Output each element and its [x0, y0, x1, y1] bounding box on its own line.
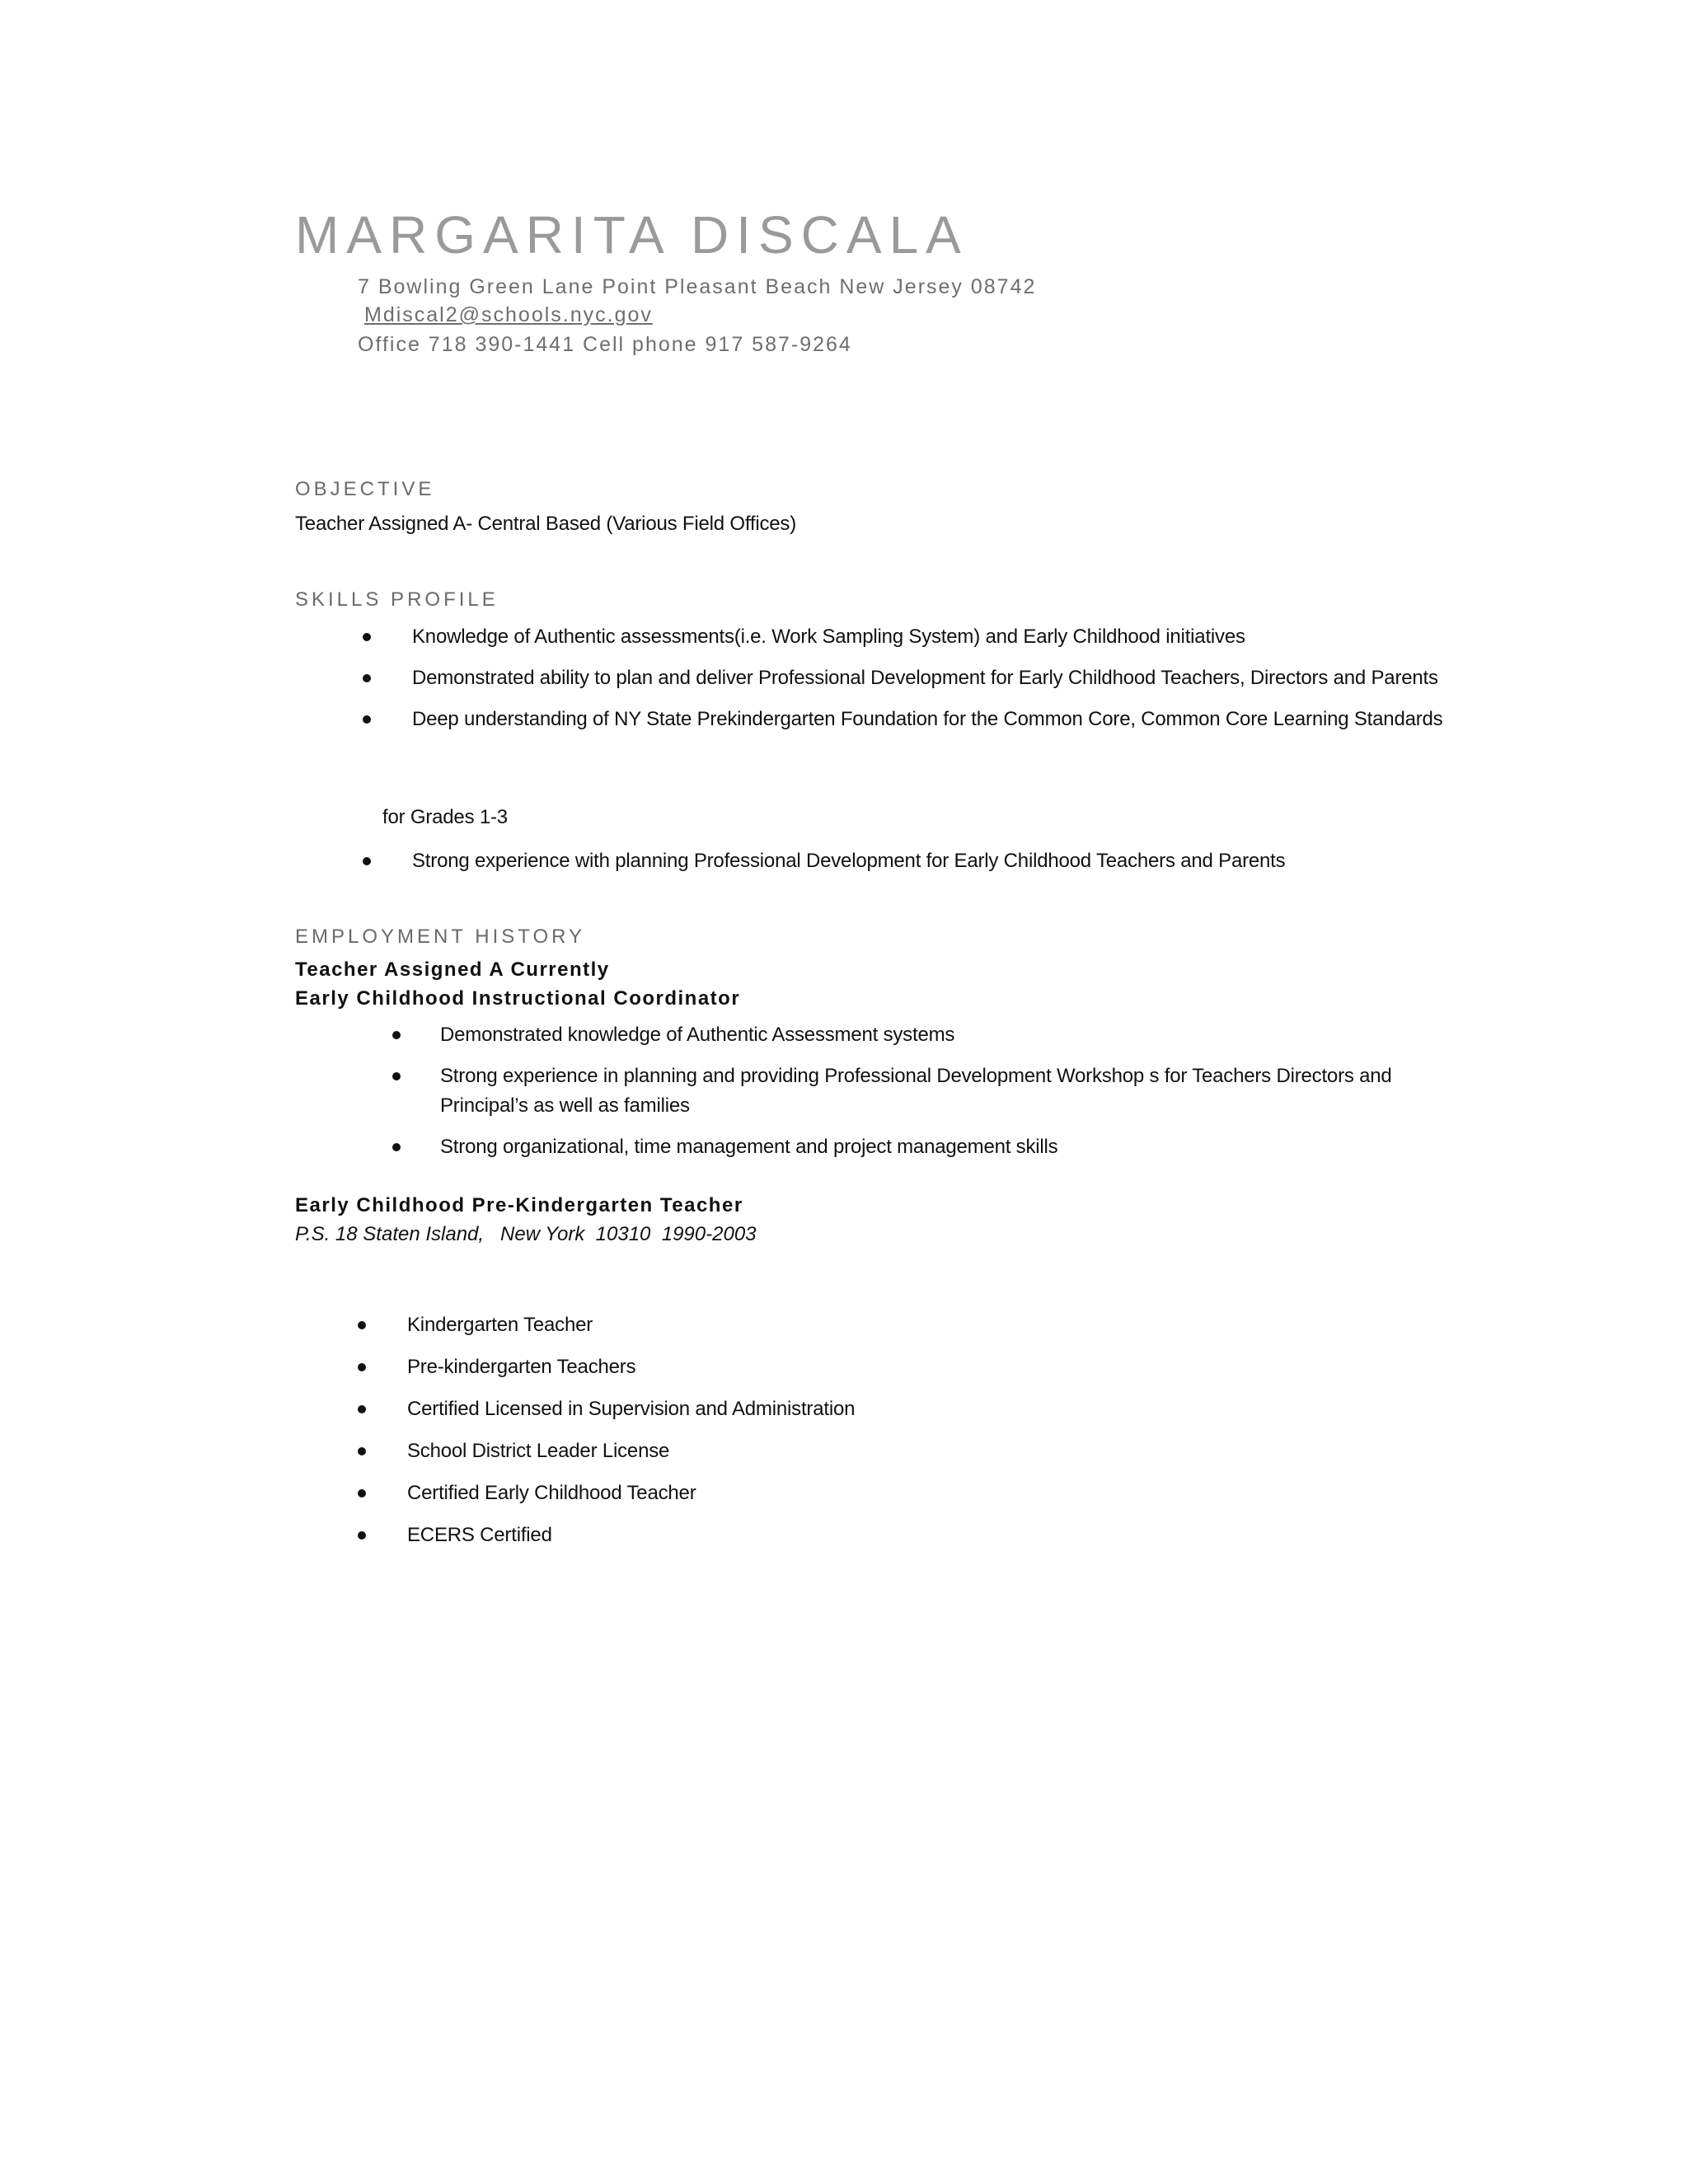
job1-duty-item: Strong experience in planning and providing Professional Development Workshop s for Teachers Directors and Principal’s as well as families — [392, 1062, 1479, 1121]
skills-list — [363, 622, 1451, 746]
skills-heading: SKILLS PROFILE — [295, 588, 499, 611]
job1-duty-item: Demonstrated knowledge of Authentic Assessment systems — [392, 1020, 1479, 1050]
job1-duty-item: Strong organizational, time management and project management skills — [392, 1132, 1479, 1162]
skills-item: Demonstrated ability to plan and deliver Professional Development for Early Childhood Teachers, Directors and Parents — [363, 663, 1451, 693]
certification-item: ECERS Certified — [358, 1521, 1149, 1550]
job1-duties-list — [392, 1020, 1479, 1174]
job1-title-line1: Teacher Assigned A Currently — [295, 958, 610, 981]
certification-item: Kindergarten Teacher — [358, 1310, 1149, 1340]
skills-continuation: for Grades 1-3 — [382, 806, 508, 828]
objective-text: Teacher Assigned A- Central Based (Various Field Offices) — [295, 513, 797, 535]
job2-location: P.S. 18 Staten Island, New York 10310 1990-2003 — [295, 1223, 757, 1245]
certification-item: Pre-kindergarten Teachers — [358, 1352, 1149, 1382]
objective-heading: OBJECTIVE — [295, 478, 435, 500]
resume-name: MARGARITA DISCALA — [295, 205, 968, 265]
job2-title: Early Childhood Pre-Kindergarten Teacher — [295, 1194, 743, 1216]
phone-line: Office 718 390-1441 Cell phone 917 587-9264 — [358, 333, 852, 356]
skills-item: Knowledge of Authentic assessments(i.e. Work Sampling System) and Early Childhood initiatives — [363, 622, 1451, 652]
skills-list-last — [363, 846, 1451, 888]
certification-item: Certified Licensed in Supervision and Administration — [358, 1394, 1149, 1424]
skills-item: Deep understanding of NY State Prekindergarten Foundation for the Common Core, Common Core Learning Standards — [363, 705, 1451, 734]
skills-item: Strong experience with planning Professional Development for Early Childhood Teachers and Parents — [363, 846, 1451, 876]
certification-item: Certified Early Childhood Teacher — [358, 1479, 1149, 1508]
job1-title-line2: Early Childhood Instructional Coordinator — [295, 987, 741, 1010]
email-link[interactable]: Mdiscal2@schools.nyc.gov — [364, 303, 653, 326]
address-line: 7 Bowling Green Lane Point Pleasant Beach New Jersey 08742 — [358, 275, 1037, 298]
certifications-list — [358, 1310, 1149, 1563]
certification-item: School District Leader License — [358, 1436, 1149, 1466]
employment-heading: EMPLOYMENT HISTORY — [295, 926, 586, 948]
